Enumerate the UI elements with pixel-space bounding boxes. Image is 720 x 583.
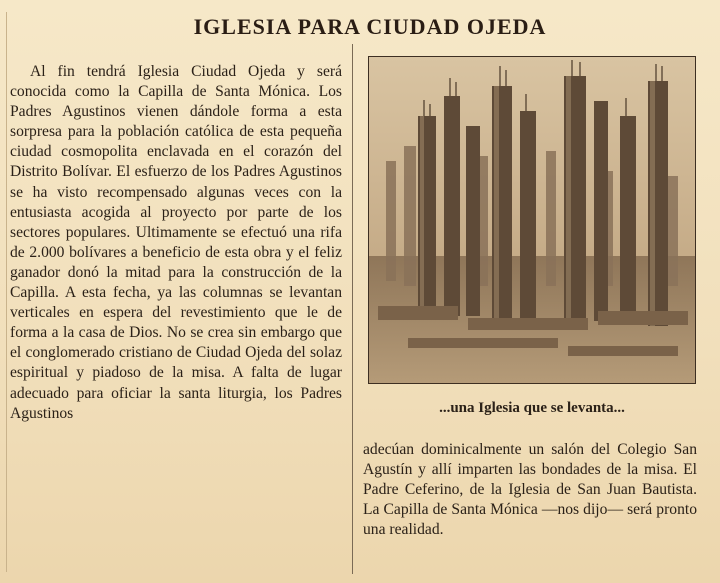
photo-caption: ...una Iglesia que se levanta... (439, 400, 625, 416)
construction-photo (368, 56, 696, 384)
column-divider (352, 44, 353, 574)
article-right-column (363, 440, 697, 540)
article-body-text: Al fin tendrá Iglesia Ciudad Ojeda y será conocida como la Capilla de Santa Mónica. Los Padres Agustinos vienen dándole forma a esta sorpresa para la población católica de esta pequeña ciudad cosmopolita enclavada en el corazón del Distrito Bolívar. El esfuerzo de los Padres Agustinos se ha visto recompensado algunas veces con la entusiasta acogida al proyecto por parte de los sectores populares. Ultimamente se efectuó una rifa de 2.000 bolívares a beneficio de esta obra y el feliz ganador donó la mitad para la construcción de la Capilla. A esta fecha, ya las columnas se levantan verticales en espera del revestimiento que le de forma a la casa de Dios. No se crea sin embargo que el conglomerado cristiano de Ciudad Ojeda del solaz espiritual y piadoso de la misa. A falta de lugar adecuado para oficiar la santa liturgia, los Padres Agustinos (10, 63, 342, 422)
paper-edge (6, 12, 7, 572)
church-construction-image (368, 56, 696, 384)
article-continuation-text: adecúan dominicalmente un salón del Colegio San Agustín y allí imparten las bondades de la misa. El Padre Ceferino, de la Iglesia de San Juan Bautista. La Capilla de Santa Mónica —nos dijo— será pronto una realidad. (363, 441, 697, 539)
headline: IGLESIA PARA CIUDAD OJEDA (193, 14, 547, 39)
article-left-column (10, 62, 342, 424)
